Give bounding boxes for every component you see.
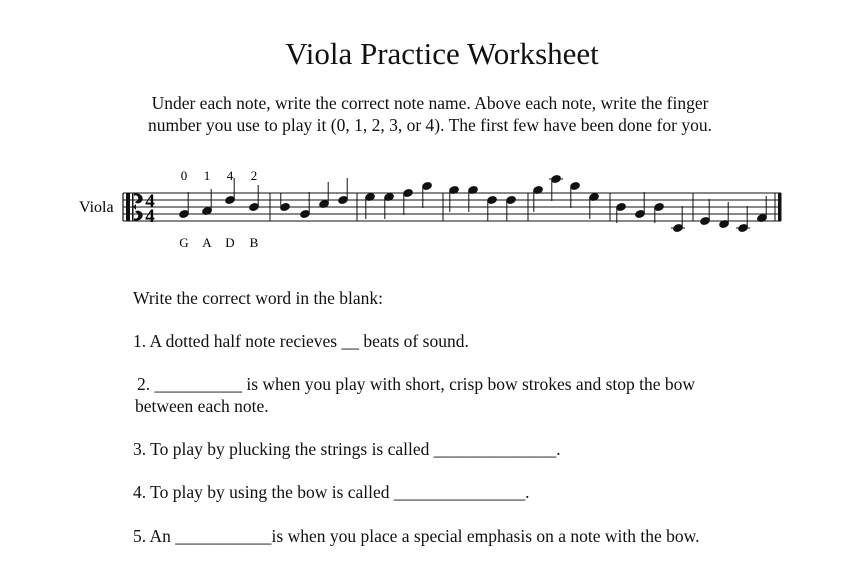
question-3: 3. To play by plucking the strings is called ______________. (133, 439, 561, 459)
finger-number: 4 (226, 168, 234, 183)
instrument-label: Viola (79, 199, 114, 216)
finger-number: 2 (250, 168, 258, 183)
worksheet-title: Viola Practice Worksheet (285, 36, 599, 71)
notes (179, 174, 768, 232)
final-barline-thick (778, 193, 782, 221)
note-name: B (249, 235, 259, 250)
question-2-line-2: between each note. (135, 396, 269, 416)
finger-number: 1 (203, 168, 211, 183)
note-name: D (225, 235, 235, 250)
question-4: 4. To play by using the bow is called _______________. (133, 482, 530, 502)
finger-number: 0 (180, 168, 188, 183)
question-2-line-1: 2. __________ is when you play with short, crisp bow strokes and stop the bow (137, 374, 696, 394)
staff-svg (0, 160, 860, 260)
instructions (0, 92, 860, 136)
music-staff (0, 160, 860, 260)
instructions-line-2: number you use to play it (0, 1, 2, 3, or 4). The first few have been done for you. (148, 115, 712, 135)
instructions-line-1: Under each note, write the correct note name. Above each note, write the finger (151, 93, 709, 113)
question-1: 1. A dotted half note recieves __ beats of sound. (133, 331, 469, 351)
note-name: A (202, 235, 212, 250)
questions-intro: Write the correct word in the blank: (133, 288, 384, 308)
question-5: 5. An ___________is when you place a special emphasis on a note with the bow. (133, 526, 700, 546)
note-name: G (179, 235, 189, 250)
time-signature-bottom: 4 (145, 206, 155, 227)
question-2 (135, 373, 695, 417)
time-signature-top: 4 (145, 191, 155, 212)
